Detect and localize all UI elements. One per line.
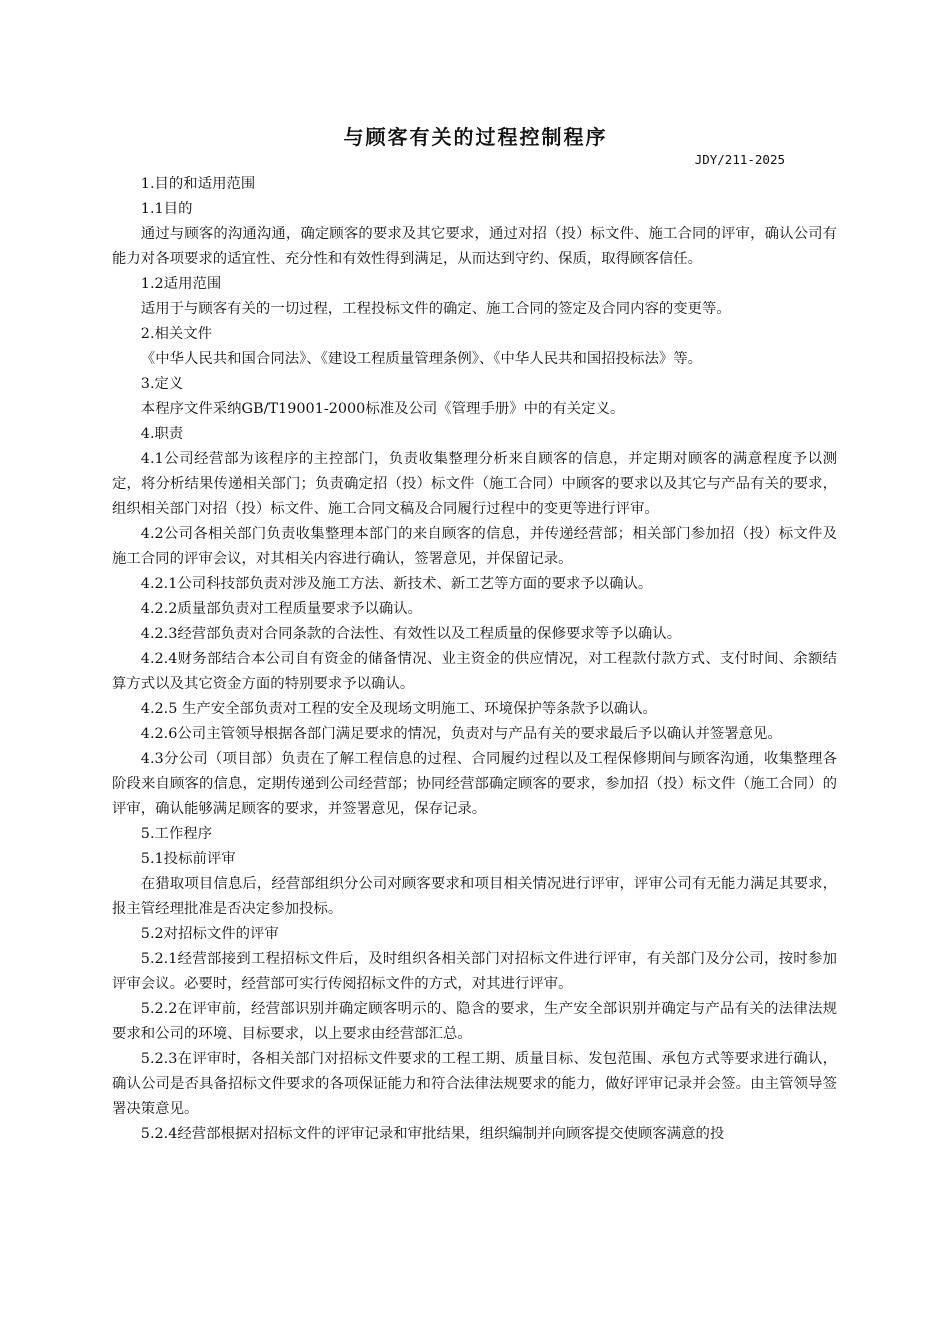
paragraph: 4.2.3经营部负责对合同条款的合法性、有效性以及工程质量的保修要求等予以确认。 [140, 626, 682, 642]
paragraph: 4.2.2质量部负责对工程质量要求予以确认。 [140, 601, 423, 617]
paragraph: 适用于与顾客有关的一切过程，工程投标文件的确定、施工合同的签定及合同内容的变更等。 [140, 301, 731, 317]
paragraph: 5.2.1经营部接到工程招标文件后，及时组织各相关部门对招标文件进行评审，有关部门及分公司，按时参加评审会议。必要时，经营部可实行传阅招标文件的方式，对其进行评审。 [112, 951, 837, 992]
paragraph: 《中华人民共和国合同法》、《建设工程质量管理条例》、《中华人民共和国招投标法》等。 [140, 351, 703, 367]
document-body [112, 172, 837, 1147]
paragraph: 5.2.2在评审前，经营部识别并确定顾客明示的、隐含的要求，生产安全部识别并确定与产品有关的法律法规要求和公司的环境、目标要求，以上要求由经营部汇总。 [112, 1001, 837, 1042]
section-heading: 2.相关文件 [140, 326, 213, 342]
document-page [112, 118, 837, 1147]
paragraph: 4.2.1公司科技部负责对涉及施工方法、新技术、新工艺等方面的要求予以确认。 [140, 576, 653, 592]
paragraph: 4.3分公司（项目部）负责在了解工程信息的过程、合同履约过程以及工程保修期间与顾客沟通，收集整理各阶段来自顾客的信息，定期传递到公司经营部；协同经营部确定顾客的要求，参加招（投）标文件（施工合同）的评审，确认能够满足顾客的要求，并签署意见，保存记录。 [112, 751, 837, 817]
paragraph: 通过与顾客的沟通沟通，确定顾客的要求及其它要求，通过对招（投）标文件、施工合同的评审，确认公司有能力对各项要求的适宜性、充分性和有效性得到满足，从而达到守约、保质，取得顾客信任。 [112, 226, 837, 267]
section-heading: 3.定义 [140, 376, 184, 392]
subsection-heading: 5.1投标前评审 [140, 851, 236, 867]
paragraph: 在猎取项目信息后，经营部组织分公司对顾客要求和项目相关情况进行评审，评审公司有无能力满足其要求，报主管经理批准是否决定参加投标。 [112, 876, 837, 917]
document-number: JDY/211-2025 [694, 152, 785, 167]
subsection-heading: 5.2对招标文件的评审 [140, 926, 279, 942]
subsection-heading: 1.1目的 [140, 201, 193, 217]
paragraph: 4.2.4财务部结合本公司自有资金的储备情况、业主资金的供应情况，对工程款付款方式、支付时间、余额结算方式以及其它资金方面的特别要求予以确认。 [112, 651, 837, 692]
paragraph: 5.2.4经营部根据对招标文件的评审记录和审批结果，组织编制并向顾客提交使顾客满意的投 [140, 1126, 725, 1142]
paragraph: 本程序文件采纳GB/T19001-2000标准及公司《管理手册》中的有关定义。 [140, 401, 625, 417]
section-heading: 4.职责 [140, 426, 184, 442]
subsection-heading: 1.2适用范围 [140, 276, 222, 292]
section-heading: 1.目的和适用范围 [140, 176, 256, 192]
paragraph: 4.2.5 生产安全部负责对工程的安全及现场文明施工、环境保护等条款予以确认。 [140, 701, 657, 717]
paragraph: 4.1公司经营部为该程序的主控部门，负责收集整理分析来自顾客的信息，并定期对顾客的满意程度予以测定，将分析结果传递相关部门；负责确定招（投）标文件（施工合同）中顾客的要求以及其它与产品有关的要求，组织相关部门对招（投）标文件、施工合同文稿及合同履行过程中的变更等进行评审。 [112, 451, 837, 517]
section-heading: 5.工作程序 [140, 826, 213, 842]
paragraph: 4.2.6公司主管领导根据各部门满足要求的情况，负责对与产品有关的要求最后予以确认并签署意见。 [140, 726, 782, 742]
paragraph: 4.2公司各相关部门负责收集整理本部门的来自顾客的信息，并传递经营部；相关部门参加招（投）标文件及施工合同的评审会议，对其相关内容进行确认，签署意见，并保留记录。 [112, 526, 837, 567]
document-title: 与顾客有关的过程控制程序 [343, 125, 608, 149]
paragraph: 5.2.3在评审时，各相关部门对招标文件要求的工程工期、质量目标、发包范围、承包方式等要求进行确认，确认公司是否具备招标文件要求的各项保证能力和符合法律法规要求的能力，做好评审记录并会签。由主管领导签署决策意见。 [112, 1051, 837, 1117]
